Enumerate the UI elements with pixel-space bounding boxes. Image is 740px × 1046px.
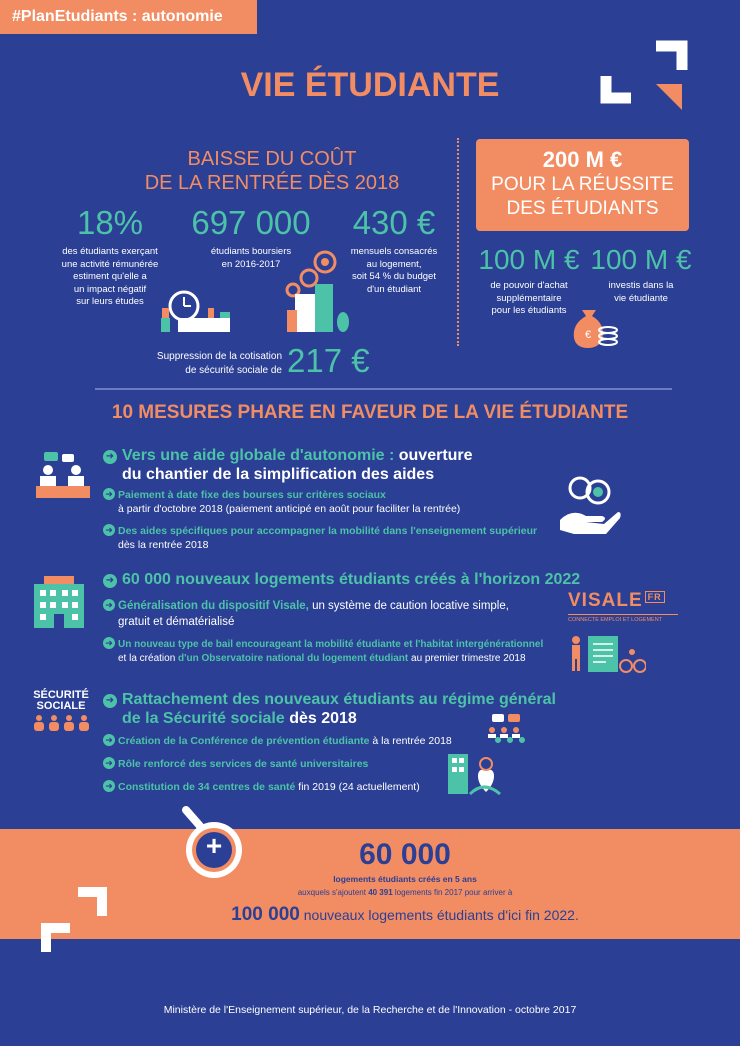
badge-line1: SÉCURITÉ [33, 689, 89, 701]
housing-line3 [130, 904, 680, 926]
stat-line: d'un étudiant [366, 283, 422, 295]
housing-line3-bold: 100 000 [231, 904, 300, 925]
housing-big-number: 60 000 [359, 838, 451, 871]
arrow-right-icon: ➜ [103, 488, 115, 500]
measure1-sub2-green: Des aides spécifiques pour accompagner la mobilité dans l'enseignement supérieur [118, 525, 538, 537]
measure1-title-line2: du chantier de la simplification des aides [122, 466, 435, 483]
hashtag-banner [0, 0, 257, 34]
visale-logo-text: VISALE [568, 590, 643, 611]
measure3-sub3 [103, 780, 503, 794]
health-center-icon [444, 750, 504, 798]
visale-logo-fr: FR [645, 591, 665, 603]
success-item-desc [476, 280, 582, 318]
measure3-sub2 [103, 757, 503, 771]
plus-sign: + [205, 830, 223, 861]
arrow-right-icon: ➜ [103, 599, 115, 611]
money-bag-icon [568, 302, 620, 350]
measure3-sub1 [103, 734, 503, 748]
measure2-sub1-white: un système de caution locative simple, [308, 600, 509, 612]
securite-sociale-badge [30, 690, 92, 732]
visale-tagline: CONNECTE EMPLOI ET LOGEMENT [568, 614, 678, 623]
measure1-sub1 [103, 488, 553, 516]
measure2-sub1 [103, 598, 563, 630]
section-divider [457, 138, 459, 346]
cotisation-line2: de sécurité sociale de [185, 365, 282, 376]
visale-logo [568, 590, 678, 623]
measure2-sub1-line2: gratuit et dématérialisé [118, 616, 235, 628]
hashtag-text: #PlanEtudiants : autonomie [12, 8, 223, 25]
measure3-sub3-white: fin 2019 (24 actuellement) [295, 781, 420, 793]
measure1-title [103, 446, 523, 484]
measure2-sub2-white: et la création [118, 653, 176, 664]
stat-line: soit 54 % du budget [352, 271, 436, 282]
horizontal-divider [95, 388, 672, 390]
success-line2: POUR LA RÉUSSITE [491, 174, 674, 195]
success-item-student-life [588, 244, 694, 305]
measure1-sub1-white: à partir d'octobre 2018 (paiement anticipé en août pour faciliter la rentrée) [118, 503, 461, 515]
stat-value: 18% [76, 204, 144, 241]
svg-text:€: € [584, 329, 592, 341]
measure3-title-green2: de la Sécurité sociale [122, 710, 285, 727]
people-conversation-icon [484, 712, 530, 748]
stat-line: un impact négatif [73, 283, 147, 295]
stat-line: étudiants boursiers [210, 246, 292, 257]
cotisation-line1: Suppression de la cotisation [156, 351, 282, 362]
hand-coins-icon [558, 474, 624, 540]
success-item-purchasing [476, 244, 582, 318]
arrow-right-icon: ➜ [103, 757, 115, 769]
measure2-title-text: 60 000 nouveaux logements étudiants créés à l'horizon 2022 [122, 571, 581, 588]
success-amount: 200 M € [542, 147, 623, 172]
stat-line: au logement, [366, 258, 422, 270]
arrow-right-icon: ➜ [103, 637, 115, 649]
corner-arrows-bottom-icon [40, 882, 112, 952]
stat-line: mensuels consacrés [350, 246, 438, 257]
measure2-sub2 [103, 637, 568, 666]
success-box [476, 139, 689, 231]
meeting-desk-icon [34, 450, 92, 500]
arrow-right-icon: ➜ [103, 450, 117, 464]
cost-heading-line1: BAISSE DU COÛT [187, 148, 357, 170]
arrow-right-icon: ➜ [103, 734, 115, 746]
success-line: pour les étudiants [491, 305, 567, 316]
housing-summary [190, 838, 620, 897]
cotisation-value: 217 € [287, 342, 370, 379]
measures-heading: 10 MESURES PHARE EN FAVEUR DE LA VIE ÉTUDIANTE [111, 402, 629, 423]
page-title: VIE ÉTUDIANTE [240, 66, 500, 104]
success-item-value: 100 M € [590, 244, 692, 275]
cotisation-label [150, 350, 282, 378]
success-line: de pouvoir d'achat [490, 280, 568, 291]
measure1-sub1-green: Paiement à date fixe des bourses sur critères sociaux [118, 489, 386, 501]
measure2-sub2-green: Un nouveau type de bail encourageant la mobilité étudiante et l'habitat intergénérationnel [118, 639, 544, 650]
success-line: vie étudiante [614, 292, 668, 304]
footer-credit: Ministère de l'Enseignement supérieur, de la Recherche et de l'Innovation - octobre 2017 [163, 1004, 577, 1016]
measure3-sub2-green: Rôle renforcé des services de santé universitaires [118, 758, 369, 770]
measure1-sub2-white: dès la rentrée 2018 [118, 539, 209, 551]
measure3-title-white: dès 2018 [284, 710, 357, 727]
arrow-right-icon: ➜ [103, 694, 117, 708]
housing-line2-bold: 40 391 [368, 888, 393, 897]
measure1-sub2 [103, 524, 558, 552]
success-item-value: 100 M € [478, 244, 580, 275]
success-line3: DES ÉTUDIANTS [506, 198, 659, 219]
measure2-title [103, 570, 603, 589]
stat-value: 430 € [352, 204, 436, 241]
stat-line: des étudiants exerçant [62, 246, 158, 257]
housing-line2-post: logements fin 2017 pour arriver à [392, 888, 513, 897]
housing-line1: logements étudiants créés en 5 ans [333, 874, 477, 884]
measure3-title-green: Rattachement des nouveaux étudiants au régime général [122, 691, 556, 708]
stat-line: en 2016-2017 [221, 258, 281, 270]
arrow-right-icon: ➜ [103, 574, 117, 588]
stat-line: estiment qu'elle a [73, 271, 147, 282]
arrow-right-icon: ➜ [103, 524, 115, 536]
housing-line2-pre: auxquels s'ajoutent [297, 888, 369, 897]
stat-line: une activité rémunérée [61, 258, 159, 270]
lease-document-icon [566, 632, 646, 674]
stat-desc [50, 246, 170, 309]
arrow-right-icon: ➜ [103, 780, 115, 792]
student-desk-illustration-icon [158, 288, 238, 336]
measure1-title-white: ouverture [394, 447, 473, 464]
measure3-sub1-white: à la rentrée 2018 [369, 735, 452, 747]
measure3-sub1-green: Création de la Conférence de prévention étudiante [118, 735, 370, 747]
measure2-sub1-green: Généralisation du dispositif Visale, [118, 600, 309, 612]
badge-line2: SOCIALE [36, 700, 86, 712]
cost-heading [100, 147, 444, 195]
success-line: supplémentaire [496, 292, 562, 304]
cost-heading-line2: DE LA RENTRÉE DÈS 2018 [144, 172, 400, 194]
stat-18 [50, 204, 170, 309]
apartment-building-icon [30, 576, 88, 628]
measure1-title-green: Vers une aide globale d'autonomie : [122, 447, 395, 464]
housing-line3-rest: nouveaux logements étudiants d'ici fin 2022. [299, 907, 579, 923]
measure2-sub2-green2: d'un Observatoire national du logement étudiant [175, 653, 409, 664]
city-buildings-icon [285, 250, 355, 335]
stat-value: 697 000 [191, 204, 311, 241]
success-line: investis dans la [608, 280, 674, 291]
measure3-sub3-green: Constitution de 34 centres de santé [118, 781, 296, 793]
stat-line: sur leurs études [76, 296, 144, 307]
measure2-sub2-white2: au premier trimestre 2018 [408, 653, 526, 664]
people-group-icon [31, 714, 91, 732]
